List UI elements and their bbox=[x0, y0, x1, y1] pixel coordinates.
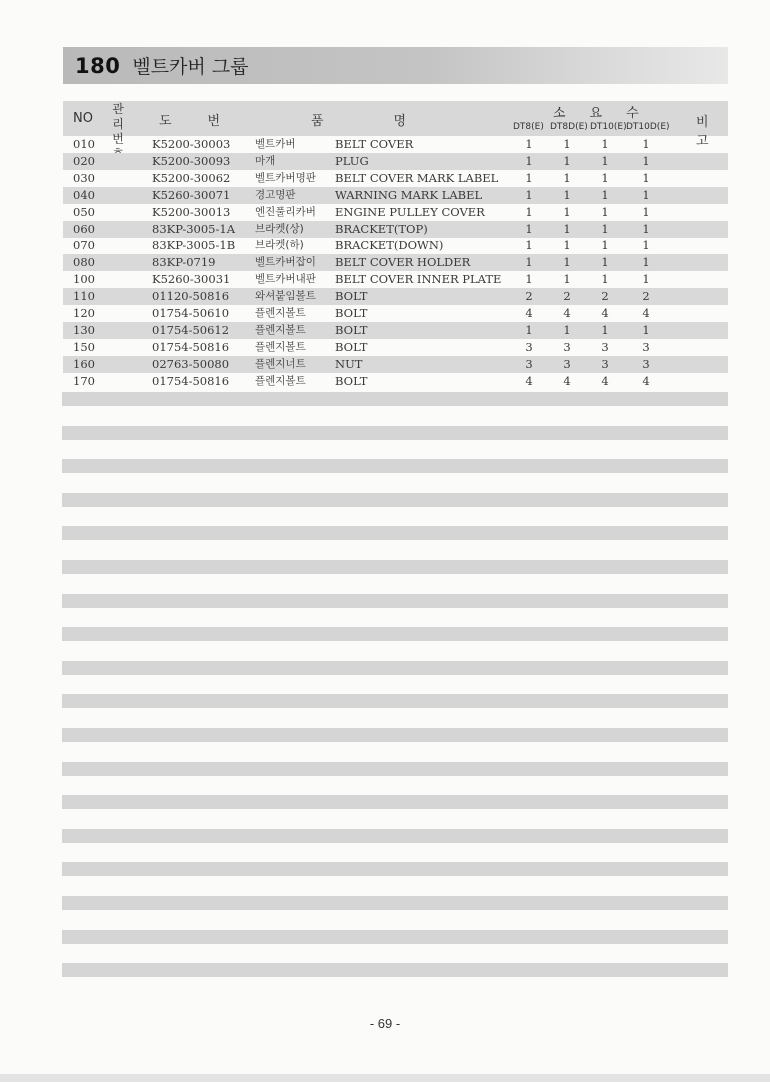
row-english-name: BOLT bbox=[335, 373, 368, 388]
background-stripe bbox=[62, 627, 728, 641]
row-korean-name: 플렌지볼트 bbox=[255, 323, 306, 336]
row-part-number: 83KP-3005-1B bbox=[152, 238, 236, 253]
background-stripe bbox=[62, 728, 728, 742]
row-english-name: BELT COVER INNER PLATE bbox=[335, 272, 502, 287]
row-qty-dt8de: 1 bbox=[563, 204, 571, 219]
row-qty-dt8de: 3 bbox=[563, 356, 571, 371]
row-korean-name: 플렌지볼트 bbox=[255, 307, 306, 319]
row-no: 130 bbox=[73, 322, 95, 337]
row-qty-dt8e: 1 bbox=[525, 255, 533, 270]
row-qty-dt10e: 1 bbox=[601, 221, 609, 236]
row-no: 030 bbox=[73, 170, 95, 185]
background-stripe bbox=[62, 762, 728, 776]
row-qty-dt10de: 3 bbox=[642, 356, 650, 371]
table-row bbox=[63, 339, 728, 356]
row-english-name: NUT bbox=[335, 356, 363, 371]
row-korean-name: 마개 bbox=[255, 154, 276, 167]
background-stripe bbox=[62, 795, 728, 809]
row-english-name: BELT COVER bbox=[335, 137, 414, 151]
table-row bbox=[63, 153, 728, 170]
row-korean-name: 플렌지볼트 bbox=[255, 374, 306, 387]
row-no: 040 bbox=[73, 187, 95, 202]
row-qty-dt10de: 1 bbox=[642, 204, 650, 219]
row-qty-dt8de: 2 bbox=[563, 289, 571, 304]
row-qty-dt8e: 1 bbox=[525, 238, 533, 253]
row-qty-dt8de: 1 bbox=[563, 221, 571, 236]
section-title: 벨트카버 그룹 bbox=[132, 56, 249, 78]
row-qty-dt10de: 1 bbox=[642, 322, 650, 337]
background-stripe bbox=[62, 526, 728, 540]
row-korean-name: 벨트카버내판 bbox=[255, 273, 316, 286]
row-qty-dt10de: 1 bbox=[642, 255, 650, 270]
table-row bbox=[63, 305, 728, 322]
row-qty-dt10e: 1 bbox=[601, 170, 609, 185]
row-qty-dt10e: 1 bbox=[601, 238, 609, 253]
row-no: 100 bbox=[73, 272, 95, 287]
row-qty-dt8e: 3 bbox=[525, 356, 533, 371]
row-qty-dt10de: 1 bbox=[642, 137, 650, 151]
row-qty-dt10de: 1 bbox=[642, 238, 650, 253]
row-qty-dt10e: 1 bbox=[601, 255, 609, 270]
row-qty-dt8de: 1 bbox=[563, 137, 571, 151]
row-part-number: K5200-30003 bbox=[152, 137, 231, 151]
table-row bbox=[63, 373, 728, 390]
header-part-name: 품명 bbox=[311, 114, 477, 129]
row-korean-name: 와셔붙임볼트 bbox=[255, 290, 316, 303]
row-qty-dt10e: 1 bbox=[601, 322, 609, 337]
row-qty-dt8e: 1 bbox=[525, 153, 533, 168]
header-model-dt8e: DT8(E) bbox=[513, 122, 544, 132]
header-model-dt8de: DT8D(E) bbox=[550, 122, 588, 132]
table-row bbox=[63, 254, 728, 271]
table-row bbox=[63, 237, 728, 254]
row-part-number: K5260-30031 bbox=[152, 272, 231, 287]
header-model-dt10e: DT10(E) bbox=[590, 122, 627, 132]
row-part-number: K5260-30071 bbox=[152, 187, 231, 202]
row-part-number: K5200-30093 bbox=[152, 153, 231, 168]
background-stripe bbox=[62, 560, 728, 574]
row-qty-dt10e: 4 bbox=[601, 306, 609, 320]
table-row bbox=[63, 271, 728, 288]
header-quantity: 소요수 bbox=[553, 106, 663, 121]
row-qty-dt10de: 2 bbox=[642, 289, 650, 304]
row-part-number: 01754-50610 bbox=[152, 306, 230, 320]
table-row bbox=[63, 170, 728, 187]
background-stripe bbox=[62, 930, 728, 944]
table-row bbox=[63, 356, 728, 373]
row-english-name: BOLT bbox=[335, 306, 368, 320]
row-qty-dt8de: 3 bbox=[563, 339, 571, 354]
row-qty-dt10e: 1 bbox=[601, 204, 609, 219]
row-part-number: 02763-50080 bbox=[152, 356, 230, 371]
row-no: 020 bbox=[73, 153, 95, 168]
row-no: 120 bbox=[73, 306, 95, 320]
background-stripe bbox=[62, 594, 728, 608]
row-korean-name: 브라켓(상) bbox=[255, 222, 304, 235]
row-qty-dt8e: 4 bbox=[525, 306, 533, 320]
row-qty-dt8de: 1 bbox=[563, 170, 571, 185]
row-qty-dt10de: 4 bbox=[642, 306, 650, 320]
background-stripe bbox=[62, 896, 728, 910]
header-management-line2: 번 bbox=[112, 132, 128, 146]
row-qty-dt10de: 1 bbox=[642, 153, 650, 168]
row-part-number: 83KP-3005-1A bbox=[152, 221, 235, 236]
row-qty-dt10de: 1 bbox=[642, 170, 650, 185]
row-english-name: BOLT bbox=[335, 339, 368, 354]
row-korean-name: 벨트카버명판 bbox=[255, 171, 316, 184]
table-row bbox=[63, 322, 728, 339]
row-qty-dt8de: 1 bbox=[563, 322, 571, 337]
row-part-number: 01120-50816 bbox=[152, 289, 230, 304]
row-korean-name: 플렌지볼트 bbox=[255, 340, 306, 353]
row-no: 170 bbox=[73, 373, 95, 388]
row-qty-dt10e: 1 bbox=[601, 153, 609, 168]
background-stripe bbox=[62, 392, 728, 406]
row-qty-dt8e: 1 bbox=[525, 322, 533, 337]
row-no: 010 bbox=[73, 137, 95, 151]
background-stripe bbox=[62, 426, 728, 440]
bottom-edge bbox=[0, 1074, 770, 1082]
row-qty-dt8de: 4 bbox=[563, 306, 571, 320]
row-english-name: BOLT bbox=[335, 322, 368, 337]
header-drawing-number: 도번 bbox=[159, 114, 257, 129]
table-row bbox=[63, 136, 728, 153]
row-english-name: WARNING MARK LABEL bbox=[335, 187, 483, 202]
row-qty-dt8de: 1 bbox=[563, 187, 571, 202]
row-english-name: BELT COVER HOLDER bbox=[335, 255, 471, 270]
background-stripe bbox=[62, 963, 728, 977]
header-management-line1: 관리 bbox=[112, 102, 128, 131]
row-english-name: BELT COVER MARK LABEL bbox=[335, 170, 499, 185]
row-part-number: K5200-30013 bbox=[152, 204, 231, 219]
row-qty-dt8de: 1 bbox=[563, 255, 571, 270]
row-qty-dt8e: 1 bbox=[525, 137, 533, 151]
row-korean-name: 브라켓(하) bbox=[255, 239, 304, 252]
row-no: 080 bbox=[73, 255, 95, 270]
row-no: 110 bbox=[73, 289, 95, 304]
row-qty-dt8e: 1 bbox=[525, 204, 533, 219]
row-qty-dt10de: 4 bbox=[642, 373, 650, 388]
row-qty-dt10e: 3 bbox=[601, 339, 609, 354]
row-qty-dt8de: 1 bbox=[563, 238, 571, 253]
row-qty-dt8e: 1 bbox=[525, 187, 533, 202]
background-stripe bbox=[62, 862, 728, 876]
row-english-name: BRACKET(DOWN) bbox=[335, 238, 444, 253]
row-part-number: K5200-30062 bbox=[152, 170, 231, 185]
header-model-dt10de: DT10D(E) bbox=[626, 122, 670, 132]
row-qty-dt10e: 1 bbox=[601, 187, 609, 202]
section-title-bar bbox=[63, 47, 728, 84]
row-korean-name: 엔진풀리카버 bbox=[255, 205, 316, 218]
row-korean-name: 플렌지너트 bbox=[255, 357, 306, 370]
row-qty-dt10de: 1 bbox=[642, 187, 650, 202]
row-no: 060 bbox=[73, 221, 95, 236]
row-qty-dt8de: 1 bbox=[563, 153, 571, 168]
background-stripe bbox=[62, 694, 728, 708]
row-no: 050 bbox=[73, 204, 95, 219]
row-qty-dt8e: 4 bbox=[525, 373, 533, 388]
row-qty-dt10e: 1 bbox=[601, 137, 609, 151]
row-qty-dt10e: 1 bbox=[601, 272, 609, 287]
table-row bbox=[63, 288, 728, 305]
section-number: 180 bbox=[75, 53, 121, 78]
row-no: 070 bbox=[73, 238, 95, 253]
row-english-name: BOLT bbox=[335, 289, 368, 304]
row-no: 160 bbox=[73, 356, 95, 371]
row-qty-dt10e: 3 bbox=[601, 356, 609, 371]
table-row bbox=[63, 187, 728, 204]
row-qty-dt8e: 1 bbox=[525, 170, 533, 185]
row-qty-dt10de: 1 bbox=[642, 221, 650, 236]
row-qty-dt8e: 2 bbox=[525, 289, 533, 304]
row-korean-name: 벨트카버 bbox=[255, 138, 296, 150]
row-part-number: 01754-50816 bbox=[152, 339, 230, 354]
row-qty-dt8e: 1 bbox=[525, 221, 533, 236]
background-stripe bbox=[62, 829, 728, 843]
background-stripe bbox=[62, 661, 728, 675]
row-qty-dt10e: 2 bbox=[601, 289, 609, 304]
row-korean-name: 경고명판 bbox=[255, 188, 296, 201]
row-qty-dt8e: 3 bbox=[525, 339, 533, 354]
table-row bbox=[63, 204, 728, 221]
background-stripe bbox=[62, 459, 728, 473]
row-english-name: BRACKET(TOP) bbox=[335, 221, 428, 236]
page-number: - 69 - bbox=[369, 1016, 401, 1031]
row-qty-dt8de: 1 bbox=[563, 272, 571, 287]
row-qty-dt8de: 4 bbox=[563, 373, 571, 388]
row-no: 150 bbox=[73, 339, 95, 354]
row-qty-dt10de: 1 bbox=[642, 272, 650, 287]
row-part-number: 83KP-0719 bbox=[152, 255, 216, 270]
header-no: NO bbox=[73, 111, 93, 126]
row-qty-dt10e: 4 bbox=[601, 373, 609, 388]
row-part-number: 01754-50816 bbox=[152, 373, 230, 388]
row-english-name: PLUG bbox=[335, 153, 369, 168]
row-korean-name: 벨트카버잡이 bbox=[255, 256, 316, 269]
background-stripe bbox=[62, 493, 728, 507]
row-qty-dt8e: 1 bbox=[525, 272, 533, 287]
row-english-name: ENGINE PULLEY COVER bbox=[335, 204, 485, 219]
row-qty-dt10de: 3 bbox=[642, 339, 650, 354]
table-row bbox=[63, 221, 728, 238]
header-remarks: 비고 bbox=[696, 115, 713, 149]
row-part-number: 01754-50612 bbox=[152, 322, 230, 337]
